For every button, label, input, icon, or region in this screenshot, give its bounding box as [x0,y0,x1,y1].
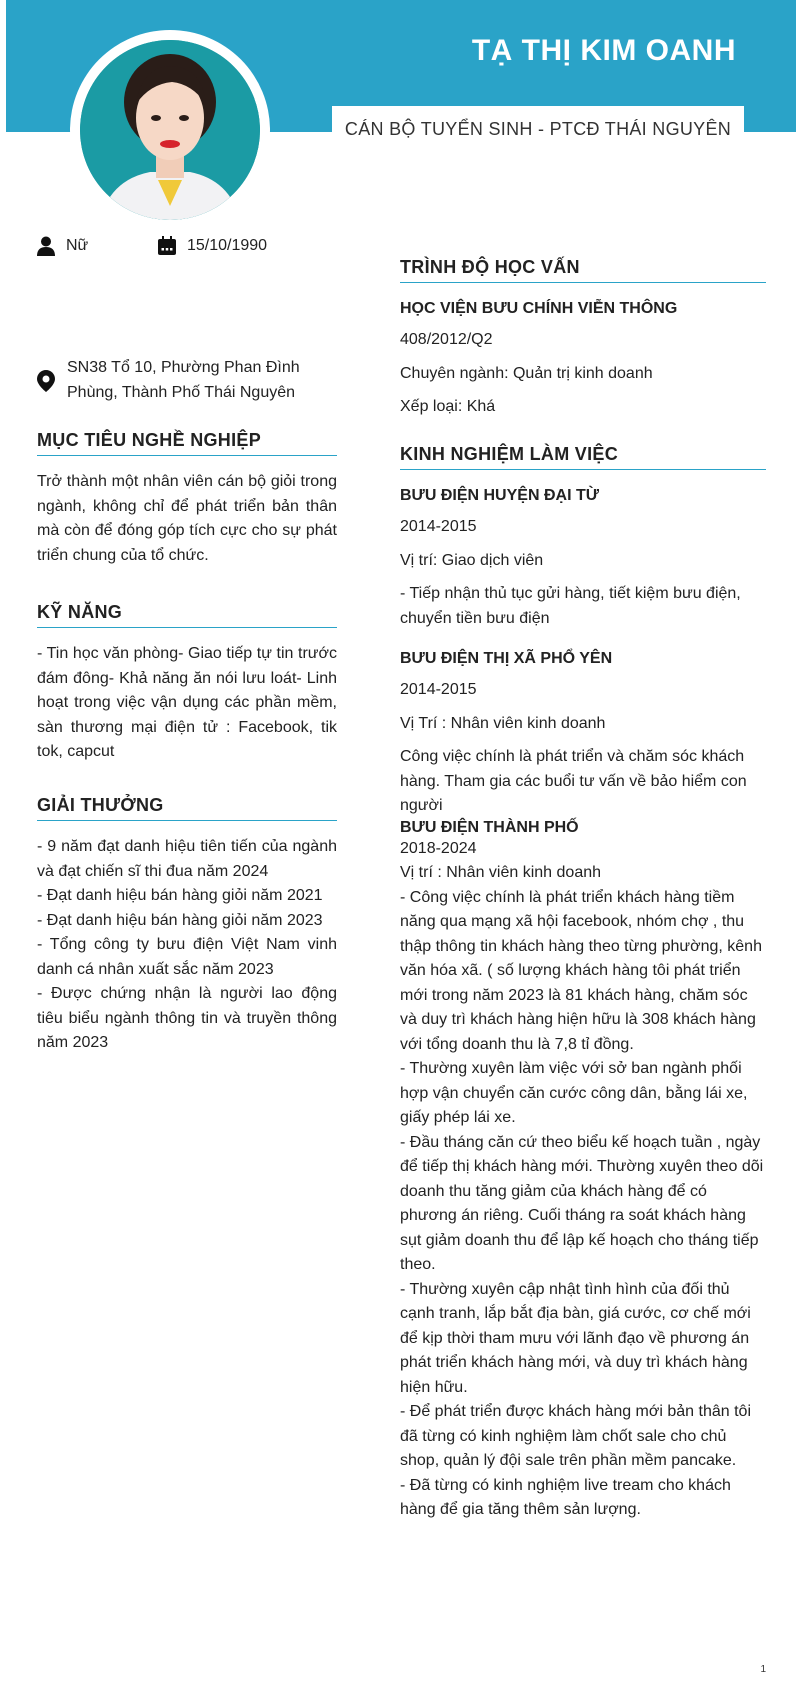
job3-company: BƯU ĐIỆN THÀNH PHỐ [400,818,579,836]
location-pin-icon [37,370,55,392]
objective-text: Trở thành một nhân viên cán bộ giỏi trong ngành, không chỉ để phát triển bản thân mà còn để đóng góp tích cực cho sự phát triển chung của tổ chức. [37,473,337,564]
job3-description-item: - Để phát triển được khách hàng mới bản thân tôi đã từng có kinh nghiệm làm chốt sale cho chủ shop, quản lý đội sale trên phần mềm pancake. [400,1403,751,1469]
profile-photo [80,40,260,220]
job3-description-item: - Thường xuyên cập nhật tình hình của đối thủ cạnh tranh, lắp bắt địa bàn, giá cước, cơ chế mới để kịp thời tham mưu với lãnh đạo về phương án phát triển khách hàng mới, và duy trì khách hàng hiện hữu. [400,1280,751,1396]
page-number: 1 [760,1664,766,1675]
award-item: - Tổng công ty bưu điện Việt Nam vinh danh cá nhân xuất sắc năm 2023 [37,936,337,978]
job3-description-item: - Thường xuyên làm việc với sở ban ngành phối hợp vận chuyển căn cước công dân, bằng lái xe, giấy phép lái xe. [400,1060,748,1126]
award-item: - Được chứng nhận là người lao động tiêu biểu ngành thông tin và truyền thông năm 2023 [37,985,337,1051]
person-icon [37,236,55,256]
job2-position: Vị Trí : Nhân viên kinh doanh [400,714,606,732]
address-value: SN38 Tổ 10, Phường Phan Đình Phùng, Thành Phố Thái Nguyên [67,359,300,401]
candidate-name: TẠ THỊ KIM OANH [471,34,736,67]
portrait-illustration [80,40,260,220]
skills-text: - Tin học văn phòng- Giao tiếp tự tin trước đám đông- Khả năng ăn nói lưu loát- Linh hoạt trong việc vận dụng các phần mềm, sàn thương mại điện tử : Facebook, tik tok, capcut [37,645,337,760]
birthdate-row [157,236,267,256]
job1-period: 2014-2015 [400,518,477,535]
job2-description: Công việc chính là phát triển và chăm sóc khách hàng. Tham gia các buổi tư vấn về bảo hiểm con người [400,748,747,814]
education-major: Chuyên ngành: Quản trị kinh doanh [400,364,653,382]
job3-description-item: - Đã từng có kinh nghiệm live tream cho khách hàng để gia tăng thêm sản lượng. [400,1476,731,1518]
job1-description: - Tiếp nhận thủ tục gửi hàng, tiết kiệm bưu điện, chuyển tiền bưu điện [400,585,741,627]
objective-section [37,430,337,568]
job2-company: BƯU ĐIỆN THỊ XÃ PHỔ YÊN [400,650,613,667]
education-section [400,257,766,420]
education-school: HỌC VIỆN BƯU CHÍNH VIỄN THÔNG [400,300,678,317]
job3-period: 2018-2024 [400,839,477,857]
award-item: - Đạt danh hiệu bán hàng giỏi năm 2023 [37,911,323,929]
job1-position: Vị trí: Giao dịch viên [400,551,544,569]
objective-heading: MỤC TIÊU NGHỀ NGHIỆP [37,430,337,456]
avatar [70,30,270,230]
gender-value: Nữ [66,237,89,254]
job3-description-item: - Đầu tháng căn cứ theo biểu kế hoạch tuần , ngày để tiếp thị khách hàng mới. Thường xuyên theo dõi doanh thu tăng giảm của khách hàng để có phương án riêng. Cuối tháng ra soát khách hàng sụt giảm doanh thu để lập kế hoạch cho tháng tiếp theo. [400,1133,764,1273]
job-title-box [332,106,744,152]
experience-heading: KINH NGHIỆM LÀM VIỆC [400,444,766,470]
education-code: 408/2012/Q2 [400,331,493,348]
awards-heading: GIẢI THƯỞNG [37,795,337,821]
awards-list [37,835,337,1056]
job3-description-list [400,886,766,1523]
job1-company: BƯU ĐIỆN HUYỆN ĐẠI TỪ [400,487,599,504]
experience-section [400,444,766,1523]
calendar-icon [157,236,177,256]
job3-position: Vị trí : Nhân viên kinh doanh [400,864,602,881]
awards-section [37,795,337,1056]
address-row [37,356,337,405]
skills-section [37,602,337,765]
award-item: - 9 năm đạt danh hiệu tiên tiến của ngành và đạt chiến sĩ thi đua năm 2024 [37,838,337,880]
job2-period: 2014-2015 [400,681,477,698]
education-grade: Xếp loại: Khá [400,398,496,415]
job-title: CÁN BỘ TUYỂN SINH - PTCĐ THÁI NGUYÊN [344,118,732,139]
job3-description-item: - Công việc chính là phát triển khách hàng tiềm năng qua mạng xã hội facebook, nhóm chợ , thu thập thông tin khách hàng theo từng phường, kênh văn hóa xã. ( số lượng khách hàng tôi phát triển mới trong năm 2023 là 81 khách hàng, chăm sóc và duy trì khách hàng hiện hữu là 308 khách hàng với tổng doanh thu là 7,8 tỉ đồng. [400,888,762,1053]
skills-heading: KỸ NĂNG [37,602,337,628]
education-heading: TRÌNH ĐỘ HỌC VẤN [400,257,766,283]
birthdate-value: 15/10/1990 [187,237,268,254]
award-item: - Đạt danh hiệu bán hàng giỏi năm 2021 [37,887,323,904]
